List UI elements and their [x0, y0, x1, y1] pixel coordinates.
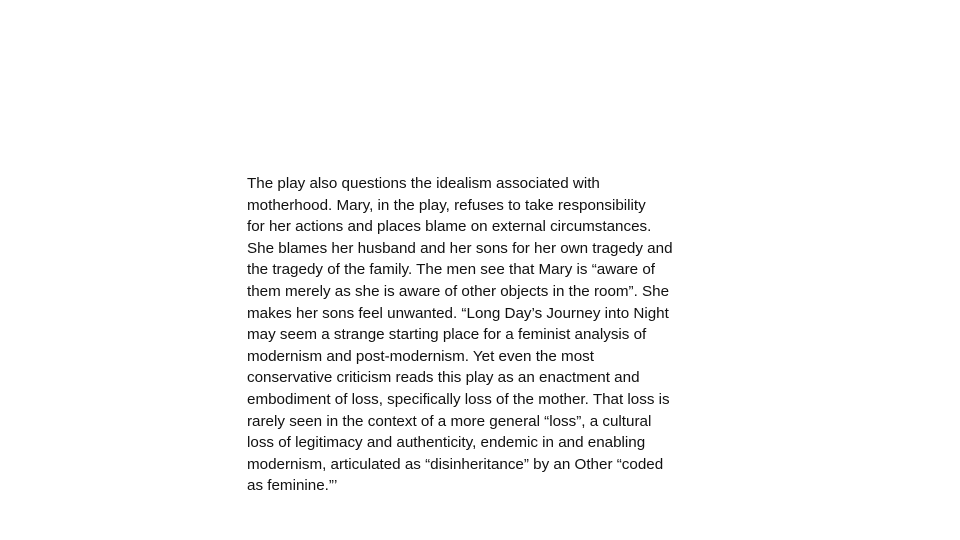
- text-line: rarely seen in the context of a more general “loss”, a cultural: [247, 412, 652, 430]
- text-line: modernism, articulated as “disinheritance” by an Other “coded: [247, 455, 664, 473]
- text-line: them merely as she is aware of other objects in the room”. She: [247, 282, 670, 300]
- text-line: conservative criticism reads this play as an enactment and: [247, 369, 640, 387]
- text-line: the tragedy of the family. The men see that Mary is “aware of: [247, 261, 655, 279]
- body-paragraph: [247, 173, 717, 497]
- text-line: modernism and post-modernism. Yet even the most: [247, 347, 594, 365]
- text-line: makes her sons feel unwanted. “Long Day’s Journey into Night: [247, 304, 669, 322]
- text-line: embodiment of loss, specifically loss of the mother. That loss is: [247, 390, 670, 408]
- text-line: may seem a strange starting place for a feminist analysis of: [247, 326, 647, 344]
- text-line: as feminine.”’: [247, 477, 338, 495]
- text-line: motherhood. Mary, in the play, refuses to take responsibility: [247, 196, 646, 214]
- text-line: The play also questions the idealism associated with: [247, 175, 600, 192]
- text-line: loss of legitimacy and authenticity, endemic in and enabling: [247, 434, 646, 452]
- text-line: for her actions and places blame on external circumstances.: [247, 218, 652, 236]
- text-line: She blames her husband and her sons for her own tragedy and: [247, 239, 673, 257]
